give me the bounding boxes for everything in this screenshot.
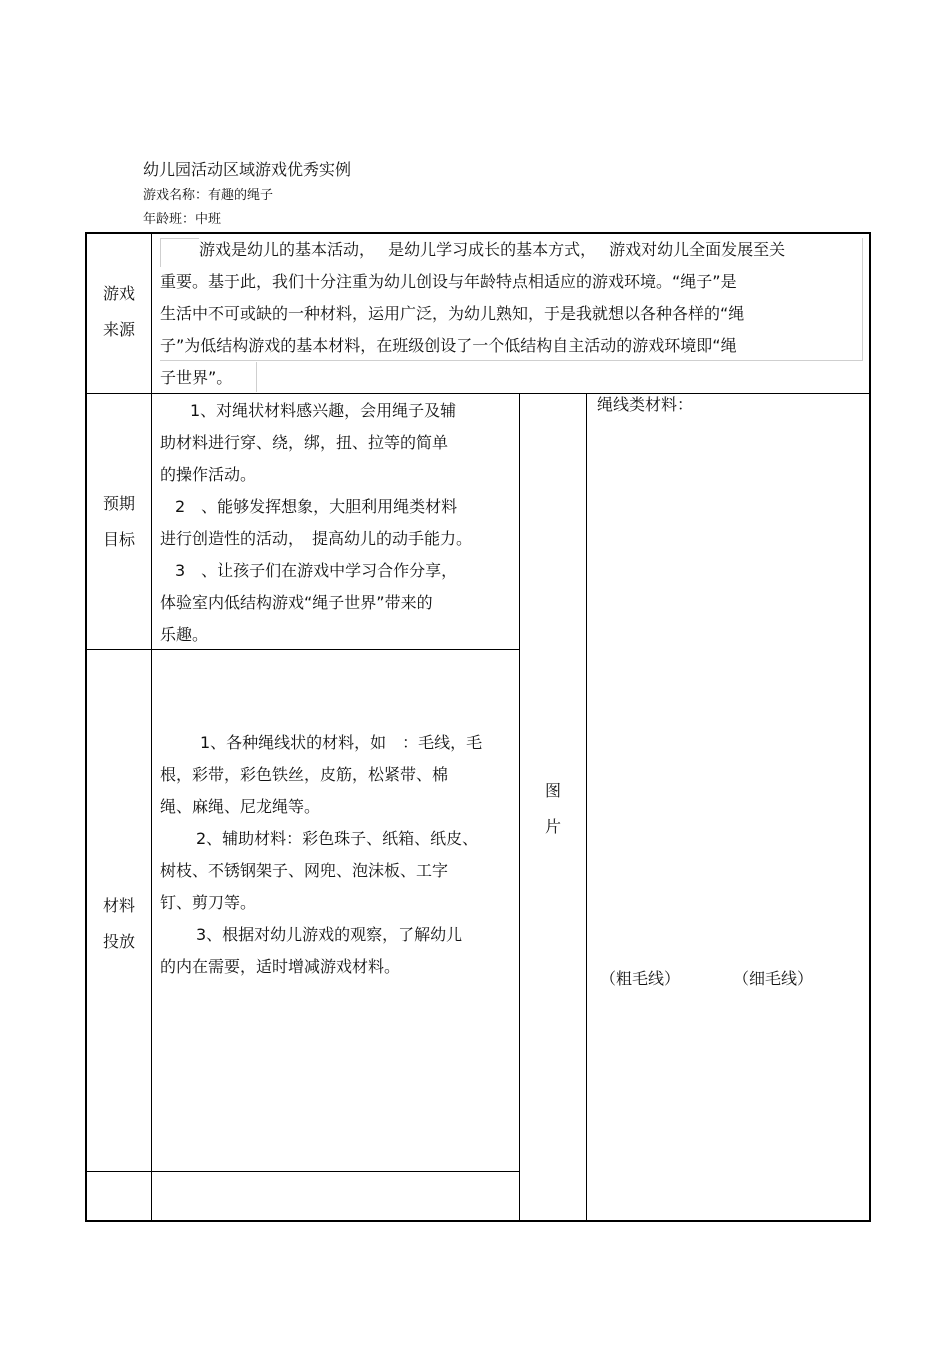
materials-line: 3、根据对幼儿游戏的观察，了解幼儿 bbox=[196, 925, 463, 944]
goals-line: 体验室内低结构游戏“绳子世界”带来的 bbox=[160, 593, 433, 612]
source-line: 生活中不可或缺的一种材料，运用广泛，为幼儿熟知，于是我就想以各种各样的“绳 bbox=[160, 304, 745, 323]
goals-line: 2 、能够发挥想象，大胆利用绳类材料 bbox=[175, 497, 458, 516]
text-box-outline bbox=[256, 362, 257, 392]
source-label bbox=[94, 276, 144, 348]
picture-caption-thin-yarn: （细毛线） bbox=[733, 969, 814, 988]
picture-label-line1: 图 bbox=[544, 781, 561, 800]
goals-label bbox=[94, 486, 144, 558]
picture-label bbox=[528, 773, 578, 845]
source-label-line2: 来源 bbox=[102, 320, 135, 339]
goals-line: 1、对绳状材料感兴趣，会用绳子及辅 bbox=[190, 401, 457, 420]
source-line: 重要。基于此，我们十分注重为幼儿创设与年龄特点相适应的游戏环境。“绳子”是 bbox=[160, 272, 737, 291]
materials-line: 钉、剪刀等。 bbox=[160, 893, 257, 912]
source-line: 子”为低结构游戏的基本材料，在班级创设了一个低结构自主活动的游戏环境即“绳 bbox=[160, 336, 737, 355]
materials-line: 绳、麻绳、尼龙绳等。 bbox=[160, 797, 321, 816]
picture-label-line2: 片 bbox=[544, 817, 561, 836]
goals-line: 3 、让孩子们在游戏中学习合作分享， bbox=[175, 561, 458, 580]
source-line: 子世界”。 bbox=[160, 368, 233, 387]
materials-label-line1: 材料 bbox=[102, 896, 135, 915]
goals-row-divider bbox=[85, 649, 520, 650]
picture-heading: 绳线类材料： bbox=[597, 395, 694, 414]
source-line: 游戏是幼儿的基本活动， 是幼儿学习成长的基本方式， 游戏对幼儿全面发展至关 bbox=[199, 240, 786, 259]
label-column-divider bbox=[151, 232, 152, 1222]
materials-line: 2、辅助材料：彩色珠子、纸箱、纸皮、 bbox=[196, 829, 479, 848]
game-name: 游戏名称：有趣的绳子 bbox=[143, 188, 274, 203]
goals-line: 乐趣。 bbox=[160, 625, 209, 644]
picture-column-divider-right bbox=[586, 393, 587, 1222]
materials-line: 根，彩带，彩色铁丝，皮筋，松紧带、棉 bbox=[160, 765, 449, 784]
table-border-bottom bbox=[85, 1220, 871, 1222]
table-border-right bbox=[869, 232, 871, 1222]
materials-line: 树枝、不锈钢架子、网兜、泡沫板、工字 bbox=[160, 861, 449, 880]
materials-label-line2: 投放 bbox=[102, 932, 135, 951]
goals-line: 进行创造性的活动， 提高幼儿的动手能力。 bbox=[160, 529, 473, 548]
picture-caption-thick-yarn: （粗毛线） bbox=[600, 969, 681, 988]
materials-line: 的内在需要，适时增减游戏材料。 bbox=[160, 957, 401, 976]
goals-line: 的操作活动。 bbox=[160, 465, 257, 484]
materials-line: 1、各种绳线状的材料，如 ：毛线，毛 bbox=[200, 733, 483, 752]
picture-column-divider-left bbox=[519, 393, 520, 1222]
materials-row-divider bbox=[85, 1171, 520, 1172]
table-border-left bbox=[85, 232, 87, 1222]
goals-label-line2: 目标 bbox=[102, 530, 135, 549]
goals-line: 助材料进行穿、绕，绑，扭、拉等的简单 bbox=[160, 433, 449, 452]
source-label-line1: 游戏 bbox=[102, 284, 135, 303]
document-title: 幼儿园活动区域游戏优秀实例 bbox=[143, 160, 352, 179]
materials-label bbox=[94, 888, 144, 960]
age-group: 年龄班：中班 bbox=[143, 212, 222, 227]
goals-label-line1: 预期 bbox=[102, 494, 135, 513]
